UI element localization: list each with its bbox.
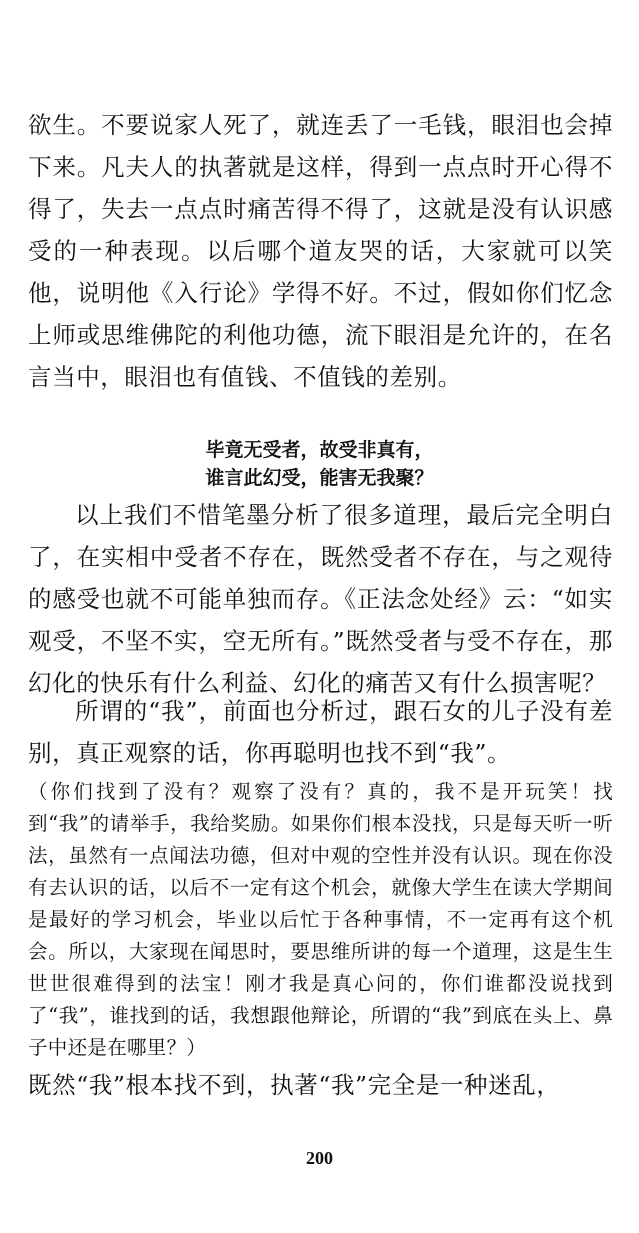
page-number: 200 [306, 1148, 333, 1168]
paragraph-3-tail: 既然“我”根本找不到，执著“我”完全是一种迷乱， [28, 1071, 561, 1099]
paragraph-3-lead [28, 690, 613, 776]
verse-line-1: 毕竟无受者，故受非真有， [205, 439, 434, 461]
paragraph-3 [28, 690, 613, 1106]
verse-line-2: 谁言此幻受，能害无我聚？ [205, 467, 434, 489]
paragraph-2-text: 以上我们不惜笔墨分析了很多道理，最后完全明白了，在实相中受者不存在，既然受者不存在，与之观待的感受也就不可能单独而存。《正法念处经》云：“如实观受，不坚不实，空无所有。”既然受者与受不存在，那幻化的快乐有什么利益、幻化的痛苦又有什么损害呢？ [28, 501, 613, 697]
paragraph-3-aside: （你们找到了没有？观察了没有？真的，我不是开玩笑！找到“我”的请举手，我给奖励。如果你们根本没找，只是每天听一听法，虽然有一点闻法功德，但对中观的空性并没有认识。现在你没有去认识的话，以后不一定有这个机会，就像大学生在读大学期间是最好的学习机会，毕业以后忙于各种事情，不一定再有这个机会。所以，大家现在闻思时，要思维所讲的每一个道理，这是生生世世很难得到的法宝！刚才我是真心问的，你们谁都没说找到了“我”，谁找到的话，我想跟他辩论，所谓的“我”到底在头上、鼻子中还是在哪里？） [28, 780, 613, 1059]
paragraph-1: 欲生。不要说家人死了，就连丢了一毛钱，眼泪也会掉下来。凡夫人的执著就是这样，得到一点点时开心得不得了，失去一点点时痛苦得不得了，这就是没有认识感受的一种表现。以后哪个道友哭的话，大家就可以笑他，说明他《入行论》学得不好。不过，假如你们忆念上师或思维佛陀的利他功德，流下眼泪是允许的，在名言当中，眼泪也有值钱、不值钱的差别。 [28, 111, 613, 391]
paragraph-3-lead-text: 所谓的“我”，前面也分析过，跟石女的儿子没有差别，真正观察的话，你再聪明也找不到“我”。 [28, 697, 613, 767]
